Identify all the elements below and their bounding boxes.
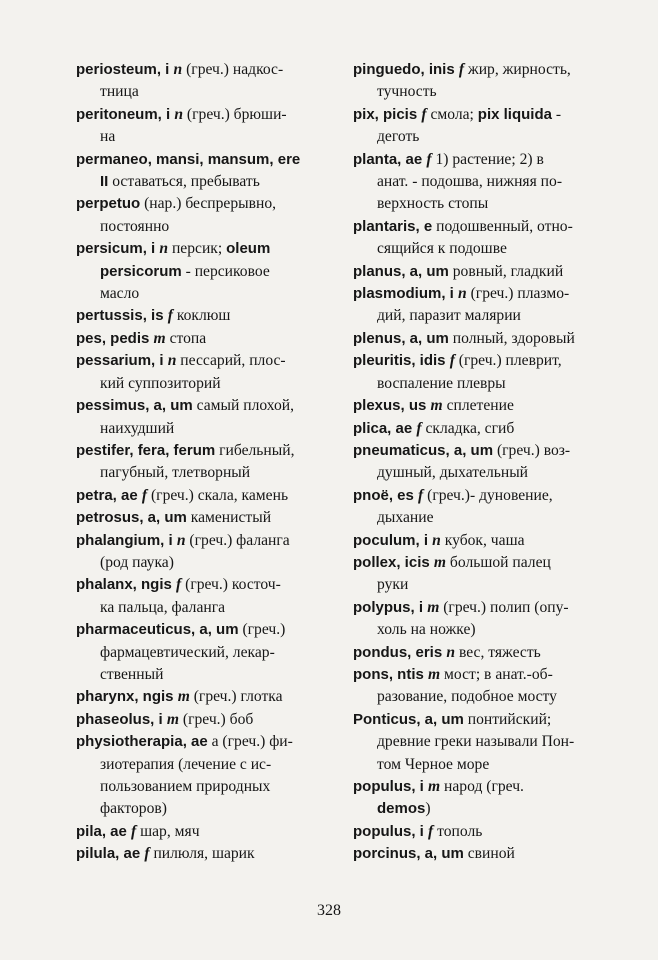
entry-headline	[353, 821, 603, 843]
headword: pestifer, fera, ferum	[76, 441, 216, 459]
dictionary-entry	[76, 193, 338, 238]
entry-headline	[76, 530, 338, 552]
dictionary-entry	[353, 216, 603, 261]
right-column	[353, 59, 603, 866]
headword: permaneo, mansi, mansum, ere	[76, 150, 301, 168]
definition-text: стопа	[165, 329, 207, 347]
dictionary-entry	[76, 305, 338, 327]
gender-marker: m	[427, 598, 440, 616]
definition-text: верхность стопы	[377, 195, 489, 213]
headword: Ponticus, a, um	[353, 710, 464, 728]
definition-text: постоянно	[100, 217, 170, 235]
definition-text: (греч.) скала, камень	[147, 486, 289, 504]
entry-continuation	[76, 664, 338, 686]
headword: pessarium, i	[76, 352, 168, 370]
gender-marker: f	[428, 822, 434, 840]
definition-text: (греч.) плазмо-	[466, 285, 570, 303]
dictionary-entry	[353, 328, 603, 350]
dictionary-entry	[353, 283, 603, 328]
entry-headline	[76, 193, 338, 215]
entry-headline	[76, 507, 338, 529]
headword: polypus, i	[353, 598, 428, 616]
headword: pertussis, is	[76, 307, 168, 325]
headword: phalangium, i	[76, 531, 177, 549]
headword: plantaris, e	[353, 217, 433, 235]
entry-headline	[76, 821, 338, 843]
definition-text: подошвенный, отно-	[432, 217, 573, 235]
headword: pharynx, ngis	[76, 688, 178, 706]
dictionary-entry	[76, 507, 338, 529]
entry-headline	[76, 238, 338, 260]
entry-continuation	[353, 754, 603, 776]
entry-continuation	[353, 686, 603, 708]
definition-text: наихудший	[100, 419, 175, 437]
page-number: 328	[317, 902, 341, 919]
definition-text: )	[425, 800, 431, 818]
entry-continuation	[353, 193, 603, 215]
dictionary-entry	[353, 104, 603, 149]
dictionary-entry	[76, 238, 338, 305]
entry-headline	[76, 440, 338, 462]
dictionary-entry	[76, 709, 338, 731]
entry-headline	[76, 686, 338, 708]
entry-headline	[76, 485, 338, 507]
dictionary-entry	[76, 149, 338, 194]
definition-text: (греч.) плеврит,	[454, 352, 562, 370]
entry-continuation	[353, 798, 603, 820]
definition-text: дыхание	[377, 509, 434, 527]
definition-text: смола;	[426, 105, 478, 123]
definition-text: кубок, чаша	[440, 531, 525, 549]
dictionary-entry	[353, 597, 603, 642]
entry-headline	[76, 305, 338, 327]
definition-text: а (греч.) фи-	[207, 733, 293, 751]
entry-continuation	[353, 81, 603, 103]
definition-text: мост; в анат.-об-	[440, 665, 553, 683]
entry-headline	[353, 597, 603, 619]
headword: plica, ae	[353, 419, 417, 437]
entry-continuation	[353, 619, 603, 641]
entry-headline	[353, 485, 603, 507]
definition-text: на	[100, 128, 116, 146]
dictionary-entry	[353, 843, 603, 865]
gender-marker: f	[141, 486, 148, 504]
definition-text: анат. - подошва, нижняя по-	[377, 173, 563, 191]
definition-text: (греч.) глотка	[189, 688, 283, 706]
entry-headline	[353, 328, 603, 350]
entry-headline	[353, 843, 603, 865]
definition-text: жир, жирность,	[464, 61, 571, 78]
definition-text: пессарий, плос-	[176, 352, 286, 370]
definition-text: (греч.) полип (опу-	[439, 598, 569, 616]
definition-text: гибельный,	[215, 441, 295, 459]
entry-continuation	[76, 798, 338, 820]
headword: poculum, i	[353, 531, 433, 549]
dictionary-entry	[353, 149, 603, 216]
dictionary-entry	[353, 59, 603, 104]
definition-text: -	[551, 105, 562, 123]
gender-marker: m	[433, 553, 447, 571]
entry-continuation	[76, 642, 338, 664]
dictionary-entry	[76, 328, 338, 350]
gender-marker: f	[421, 105, 427, 123]
gender-marker: f	[176, 576, 182, 594]
definition-text: сплетение	[442, 397, 514, 415]
dictionary-entry	[76, 395, 338, 440]
headword: demos	[377, 800, 426, 818]
definition-text: сящийся к подошве	[377, 240, 507, 258]
entry-headline	[353, 149, 603, 171]
entry-headline	[76, 709, 338, 731]
gender-marker: f	[418, 486, 424, 504]
gender-marker: n	[167, 352, 177, 370]
entry-continuation	[353, 373, 603, 395]
entry-headline	[353, 350, 603, 372]
gender-marker: f	[144, 845, 150, 863]
gender-marker: m	[428, 778, 441, 795]
entry-headline	[353, 642, 603, 664]
entry-continuation	[353, 731, 603, 753]
gender-marker: n	[446, 643, 456, 661]
definition-text: холь на ножке)	[377, 621, 476, 639]
entry-headline	[76, 104, 338, 126]
definition-text: пилюля, шарик	[149, 845, 255, 863]
headword: pondus, eris	[353, 643, 447, 661]
definition-text: персик;	[168, 240, 227, 258]
definition-text: тница	[100, 83, 139, 101]
definition-text: народ (греч.	[440, 778, 524, 795]
headword: physiotherapia, ae	[76, 733, 208, 751]
definition-text: фармацевтический, лекар-	[100, 643, 275, 661]
definition-text: пользованием природных	[100, 778, 271, 795]
headword: pessimus, a, um	[76, 397, 193, 415]
definition-text: разование, подобное мосту	[377, 688, 557, 706]
entry-continuation	[76, 462, 338, 484]
definition-text: масло	[100, 285, 140, 303]
headword: II	[100, 173, 109, 191]
entry-continuation	[76, 283, 338, 305]
definition-text: (греч.)	[238, 621, 286, 639]
definition-text: понтийский;	[463, 710, 552, 728]
definition-text: (греч.) косточ-	[181, 576, 281, 594]
entry-headline	[76, 328, 338, 350]
dictionary-entry	[76, 104, 338, 149]
entry-continuation	[76, 418, 338, 440]
definition-text: кий суппозиторий	[100, 374, 221, 392]
definition-text: (греч.) боб	[179, 710, 254, 728]
entry-headline	[76, 395, 338, 417]
headword: petra, ae	[76, 486, 142, 504]
entry-headline	[76, 350, 338, 372]
headword: peritoneum, i	[76, 105, 175, 123]
definition-text: древние греки называли Пон-	[377, 733, 575, 751]
entry-continuation	[353, 238, 603, 260]
definition-text: деготь	[377, 128, 420, 146]
entry-headline	[76, 574, 338, 596]
entry-headline	[353, 283, 603, 305]
definition-text: дий, паразит малярии	[377, 307, 521, 325]
entry-continuation	[76, 597, 338, 619]
headword: phalanx, ngis	[76, 576, 177, 594]
entry-continuation	[76, 171, 338, 193]
definition-text: (греч.)- дуновение,	[423, 486, 553, 504]
dictionary-entry	[353, 642, 603, 664]
gender-marker: f	[426, 150, 432, 168]
entry-headline	[353, 440, 603, 462]
definition-text: факторов)	[100, 800, 167, 818]
entry-headline	[76, 59, 338, 81]
headword: plenus, a, um	[353, 329, 449, 347]
definition-text: оставаться, пребывать	[108, 173, 260, 191]
gender-marker: m	[430, 397, 443, 415]
dictionary-entry	[76, 731, 338, 821]
definition-text: руки	[377, 576, 409, 594]
definition-text: 1) растение; 2) в	[431, 150, 544, 168]
headword: phaseolus, i	[76, 710, 167, 728]
gender-marker: n	[432, 531, 441, 549]
headword: plexus, us	[353, 397, 431, 415]
headword: planus, a, um	[353, 262, 449, 280]
headword: oleum	[226, 240, 271, 258]
headword: periosteum, i	[76, 61, 174, 78]
dictionary-entry	[76, 686, 338, 708]
definition-text: коклюш	[172, 307, 231, 325]
headword: persicum, i	[76, 240, 160, 258]
definition-text: зиотерапия (лечение с ис-	[100, 755, 272, 773]
definition-text: ровный, гладкий	[448, 262, 564, 280]
dictionary-entry	[76, 821, 338, 843]
gender-marker: n	[458, 285, 467, 303]
entry-headline	[353, 530, 603, 552]
headword: pes, pedis	[76, 329, 154, 347]
dictionary-entry	[76, 350, 338, 395]
entry-continuation	[76, 754, 338, 776]
entry-continuation	[353, 507, 603, 529]
dictionary-entry	[76, 843, 338, 865]
gender-marker: m	[166, 710, 179, 728]
definition-text: ка пальца, фаланга	[100, 598, 226, 616]
entry-headline	[353, 104, 603, 126]
definition-text: шар, мяч	[136, 822, 200, 840]
gender-marker: m	[153, 329, 166, 347]
headword: pleuritis, idis	[353, 352, 450, 370]
definition-text: вес, тяжесть	[455, 643, 541, 661]
definition-text: большой палец	[446, 553, 551, 571]
headword: pneumaticus, a, um	[353, 441, 494, 459]
definition-text: (греч.) брюши-	[183, 105, 287, 123]
entry-headline	[353, 395, 603, 417]
entry-continuation	[76, 261, 338, 283]
entry-headline	[76, 149, 338, 171]
gender-marker: f	[458, 61, 465, 78]
headword: pix, picis	[353, 105, 422, 123]
definition-text: (род паука)	[100, 553, 174, 571]
dictionary-entry	[353, 418, 603, 440]
definition-text: (греч.) надкос-	[182, 61, 284, 78]
definition-text: (греч.) фаланга	[185, 531, 290, 549]
gender-marker: m	[177, 688, 190, 706]
dictionary-entry	[353, 821, 603, 843]
entry-headline	[353, 261, 603, 283]
definition-text: складка, сгиб	[421, 419, 515, 437]
gender-marker: n	[176, 531, 186, 549]
entry-headline	[353, 552, 603, 574]
headword: populus, i	[353, 778, 428, 795]
headword: petrosus, a, um	[76, 509, 187, 527]
gender-marker: f	[449, 352, 455, 370]
entry-headline	[353, 59, 603, 81]
gender-marker: f	[167, 307, 173, 325]
gender-marker: n	[174, 105, 184, 123]
entry-headline	[76, 843, 338, 865]
dictionary-entry	[76, 59, 338, 104]
headword: planta, ae	[353, 150, 427, 168]
dictionary-entry	[353, 530, 603, 552]
gender-marker: n	[159, 240, 169, 258]
headword: porcinus, a, um	[353, 845, 464, 863]
dictionary-entry	[353, 552, 603, 597]
entry-continuation	[76, 81, 338, 103]
entry-continuation	[353, 305, 603, 327]
headword: pila, ae	[76, 822, 132, 840]
entry-headline	[353, 216, 603, 238]
definition-text: (нар.) беспрерывно,	[140, 195, 277, 213]
dictionary-entry	[353, 709, 603, 776]
entry-headline	[353, 776, 603, 798]
definition-text: - персиковое	[181, 262, 270, 280]
dictionary-entry	[353, 664, 603, 709]
entry-continuation	[76, 216, 338, 238]
dictionary-entry	[353, 485, 603, 530]
dictionary-entry	[76, 485, 338, 507]
entry-continuation	[76, 373, 338, 395]
definition-text: ственный	[100, 665, 164, 683]
definition-text: (греч.) воз-	[493, 441, 571, 459]
entry-headline	[353, 664, 603, 686]
definition-text: каменистый	[186, 509, 272, 527]
entry-continuation	[76, 552, 338, 574]
headword: plasmodium, i	[353, 285, 459, 303]
dictionary-entry	[76, 440, 338, 485]
definition-text: тополь	[433, 822, 483, 840]
entry-headline	[76, 619, 338, 641]
dictionary-entry	[76, 574, 338, 619]
headword: pollex, icis	[353, 553, 434, 571]
headword: pnoë, es	[353, 486, 419, 504]
definition-text: тучность	[377, 83, 437, 101]
dictionary-entry	[353, 261, 603, 283]
definition-text: полный, здоровый	[448, 329, 575, 347]
headword: pinguedo, inis	[353, 61, 459, 78]
gender-marker: m	[428, 665, 441, 683]
dictionary-entry	[76, 530, 338, 575]
entry-continuation	[76, 126, 338, 148]
entry-continuation	[76, 776, 338, 798]
headword: pons, ntis	[353, 665, 428, 683]
entry-continuation	[353, 126, 603, 148]
definition-text: воспаление плевры	[377, 374, 506, 392]
gender-marker: f	[131, 822, 137, 840]
headword: pilula, ae	[76, 845, 145, 863]
entry-continuation	[353, 574, 603, 596]
definition-text: свиной	[463, 845, 515, 863]
entry-continuation	[353, 462, 603, 484]
definition-text: пагубный, тлетворный	[100, 464, 251, 482]
definition-text: самый плохой,	[192, 397, 295, 415]
dictionary-entry	[353, 395, 603, 417]
dictionary-entry	[353, 440, 603, 485]
gender-marker: f	[416, 419, 422, 437]
entry-headline	[76, 731, 338, 753]
left-column	[76, 59, 338, 866]
headword: pharmaceuticus, a, um	[76, 621, 239, 639]
dictionary-entry	[76, 619, 338, 686]
headword: persicorum	[100, 262, 182, 280]
gender-marker: n	[173, 61, 183, 78]
dictionary-entry	[353, 776, 603, 821]
headword: populus, i	[353, 822, 428, 840]
dictionary-entry	[353, 350, 603, 395]
entry-continuation	[353, 171, 603, 193]
headword: pix liquida	[477, 105, 552, 123]
headword: perpetuo	[76, 195, 141, 213]
entry-headline	[353, 709, 603, 731]
definition-text: душный, дыхательный	[377, 464, 529, 482]
definition-text: том Черное море	[377, 755, 490, 773]
entry-headline	[353, 418, 603, 440]
